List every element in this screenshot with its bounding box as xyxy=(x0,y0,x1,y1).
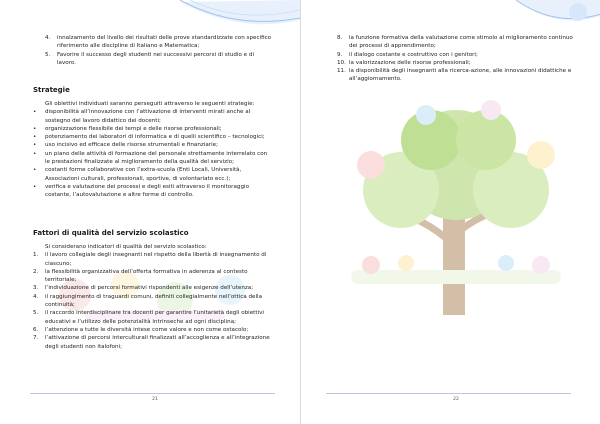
tree-illustration xyxy=(331,95,581,320)
list-item: 9. il dialogo costante e costruttivo con i genitori; xyxy=(337,51,478,58)
right-page xyxy=(300,0,600,424)
list-item: 7. l’attivazione di percorsi interculturali finalizzati all’accoglienza e all’integrazione degli studenti non italofoni; xyxy=(33,335,270,350)
header-swoosh-decoration xyxy=(516,0,600,34)
list-item: • potenziamento dei laboratori di informatica e di quelli scientifico – tecnologici; xyxy=(33,134,265,141)
list-item: 11. la disponibilità degli insegnanti alla ricerca-azione, alle innovazioni didattiche e all’aggiornamento. xyxy=(337,68,572,83)
list-item: • verifica e valutazione dei processi e degli esiti attraverso il monitoraggio costante, l’autovalutazione e altre forme di controllo. xyxy=(33,183,249,199)
list-item: 4. il raggiungimento di traguardi comuni, definiti collegialmente nell’ottica della continuità; xyxy=(33,293,263,309)
page-number: 22 xyxy=(453,397,459,402)
list-item: • organizzazione flessibile dei tempi e delle risorse professionali; xyxy=(33,125,222,132)
section-intro: Si considerano indicatori di qualità del servizio scolastico: xyxy=(45,244,207,250)
section-heading-strategie: Strategie xyxy=(33,86,70,94)
footer-divider xyxy=(326,393,571,394)
list-item: 4. innalzamento del livello dei risultati delle prove standardizzate con specifico riferimento alle discipline di Italiano e Matematica; xyxy=(45,35,272,50)
fattori-qualita-section xyxy=(33,229,273,351)
list-item: 5. il raccordo interdisciplinare tra docenti per garantire l’unitarietà degli obiettivi educativi e l’utilizzo delle potenzialità intrinseche ad ogni disciplina; xyxy=(33,310,264,325)
header-swoosh-decoration xyxy=(180,0,300,34)
footer-divider xyxy=(30,393,275,394)
list-item: 1. il lavoro collegiale degli insegnanti nel rispetto della libertà di insegnamento di ciascuno; xyxy=(33,252,267,267)
list-item: 10. la valorizzazione delle risorse professionali; xyxy=(337,59,471,66)
section-heading-fattori: Fattori di qualità del servizio scolastico xyxy=(33,229,189,237)
list-item: • costanti forme collaborative con l’extra-scuola (Enti Locali, Università, Associazioni culturali, professionali, sportive, di volontariato ecc.); xyxy=(33,167,242,182)
page-number: 21 xyxy=(152,397,158,402)
list-item: 8. la funzione formativa della valutazione come stimolo al miglioramento continuo dei processi di apprendimento; xyxy=(337,35,573,50)
list-item: • disponibilità all’innovazione con l’attivazione di interventi mirati anche al sostegno del lavoro didattico dei docenti; xyxy=(33,109,251,124)
list-item: 6. l’attenzione a tutte le diversità intese come valore e non come ostacolo; xyxy=(33,326,249,333)
list-item: 3. l’individuazione di percorsi formativi rispondenti alle esigenze dell’utenza; xyxy=(33,285,254,292)
list-item: 5. Favorire il successo degli studenti nei successivi percorsi di studio e di lavoro. xyxy=(45,51,255,66)
list-item: • uso incisivo ed efficace delle risorse strumentali e finanziarie; xyxy=(33,142,218,149)
continued-objectives-list xyxy=(33,34,273,67)
list-item: 2. la flessibilità organizzativa dell’offerta formativa in aderenza al contesto territoriale; xyxy=(33,268,248,284)
section-intro: Gli obiettivi individuati saranno perseguiti attraverso le seguenti strategie: xyxy=(45,101,255,107)
strategie-section xyxy=(33,86,273,200)
fattori-continued-list xyxy=(337,34,573,84)
list-item: • un piano delle attività di formazione del personale strettamente interrelato con le prestazioni finalizzate al miglioramento della qualità del servizio; xyxy=(33,150,268,166)
